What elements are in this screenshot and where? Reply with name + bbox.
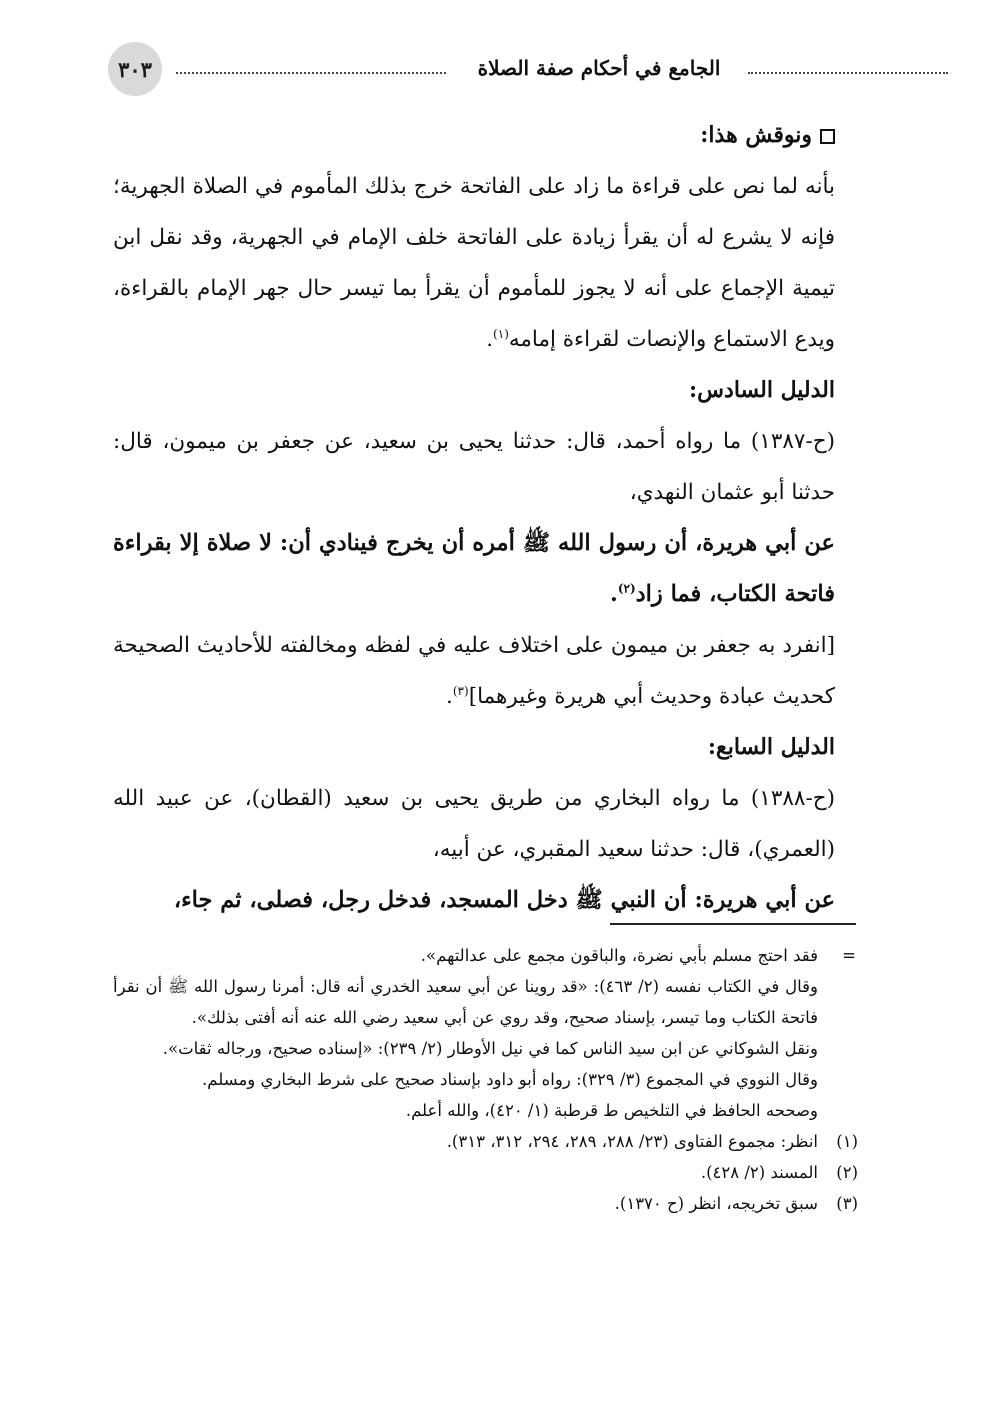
paragraph-grading — [113, 620, 835, 722]
footnote-ref-1[interactable]: (١) — [493, 326, 509, 341]
footnote-text: انظر: مجموع الفتاوى (٢٣/ ٢٨٨، ٢٨٩، ٢٩٤، ٣١٢، ٣١٣). — [446, 1132, 818, 1151]
quote-text: عن أبي هريرة، أن رسول الله ﷺ أمره أن يخرج فينادي أن: لا صلاة إلا بقراءة فاتحة الكتاب، فما زاد — [113, 530, 835, 607]
heading-text: ونوقش هذا: — [700, 122, 812, 148]
continuation-mark: = — [842, 946, 856, 965]
footnote-continuation — [113, 940, 858, 1126]
footnote-line: وصححه الحافظ في التلخيص ط قرطبة (١/ ٤٢٠)، والله أعلم. — [405, 1101, 818, 1120]
section-heading-seventh-evidence: الدليل السابع: — [707, 734, 835, 760]
footnotes — [113, 940, 858, 1219]
footnote-text: سبق تخريجه، انظر (ح ١٣٧٠). — [614, 1194, 818, 1213]
paragraph-end: . — [486, 327, 494, 352]
grading-end: . — [446, 684, 453, 709]
footnote-2 — [113, 1157, 858, 1188]
footnote-ref-3[interactable]: (٣) — [452, 683, 469, 698]
header-dotted-rule-left — [176, 72, 446, 74]
paragraph-hadith-1387: (ح-١٣٨٧) ما رواه أحمد، قال: حدثنا يحيى بن سعيد، عن جعفر بن ميمون، قال: حدثنا أبو عثمان النهدي، — [113, 429, 835, 505]
footnote-text: المسند (٢/ ٤٢٨). — [700, 1163, 818, 1182]
page-header — [108, 42, 848, 98]
running-title: الجامع في أحكام صفة الصلاة — [477, 56, 721, 80]
hadith-text-1387 — [113, 518, 835, 620]
footnote-number: (٢) — [836, 1163, 858, 1182]
footnote-1 — [113, 1126, 858, 1157]
footnote-line: فقد احتج مسلم بأبي نضرة، والباقون مجمع على عدالتهم». — [420, 946, 818, 965]
paragraph-discussion — [113, 161, 835, 365]
header-dotted-rule-right — [748, 72, 948, 74]
footnote-ref-2[interactable]: (٢) — [617, 581, 636, 596]
page-number: ٣٠٣ — [108, 42, 162, 96]
grading-text: [انفرد به جعفر بن ميمون على اختلاف عليه في لفظه ومخالفته للأحاديث الصحيحة كحديث عبادة وحديث أبي هريرة وغيرهما] — [113, 633, 835, 709]
section-heading-discussion — [113, 110, 835, 161]
quote-end: . — [609, 581, 618, 607]
footnote-divider — [610, 923, 856, 925]
footnote-number: (٣) — [836, 1194, 858, 1213]
checkbox-square-icon — [820, 129, 835, 144]
footnote-number: (١) — [836, 1132, 858, 1151]
hadith-text-1388: عن أبي هريرة: أن النبي ﷺ دخل المسجد، فدخل رجل، فصلى، ثم جاء، — [173, 887, 835, 913]
footnote-line: وقال النووي في المجموع (٣/ ٣٢٩): رواه أبو داود بإسناد صحيح على شرط البخاري ومسلم. — [202, 1070, 818, 1089]
footnote-line: ونقل الشوكاني عن ابن سيد الناس كما في نيل الأوطار (٢/ ٢٣٩): «إسناده صحيح، ورجاله ثقات». — [162, 1039, 818, 1058]
paragraph-text: بأنه لما نص على قراءة ما زاد على الفاتحة خرج بذلك المأموم في الصلاة الجهرية؛ فإنه لا يشرع له أن يقرأ زيادة على الفاتحة خلف الإمام في الجهرية، وقد نقل ابن تيمية الإجماع على أنه لا يجوز للمأموم أن يقرأ بما تيسر حال جهر الإمام بالقراءة، ويدع الاستماع والإنصات لقراءة إمامه — [113, 174, 835, 352]
paragraph-hadith-1388: (ح-١٣٨٨) ما رواه البخاري من طريق يحيى بن سعيد (القطان)، عن عبيد الله (العمري)، قال: حدثنا سعيد المقبري، عن أبيه، — [113, 786, 835, 862]
section-heading-sixth-evidence: الدليل السادس: — [689, 377, 835, 403]
footnote-3 — [113, 1188, 858, 1219]
footnote-line: وقال في الكتاب نفسه (٢/ ٤٦٣): «قد روينا عن أبي سعيد الخدري أنه قال: أمرنا رسول الله ﷺ أن نقرأ فاتحة الكتاب وما تيسر، بإسناد صحيح، وقد روي عن أبي سعيد رضي الله عنه أنه أفتى بذلك». — [113, 977, 818, 1027]
main-text — [113, 110, 835, 926]
